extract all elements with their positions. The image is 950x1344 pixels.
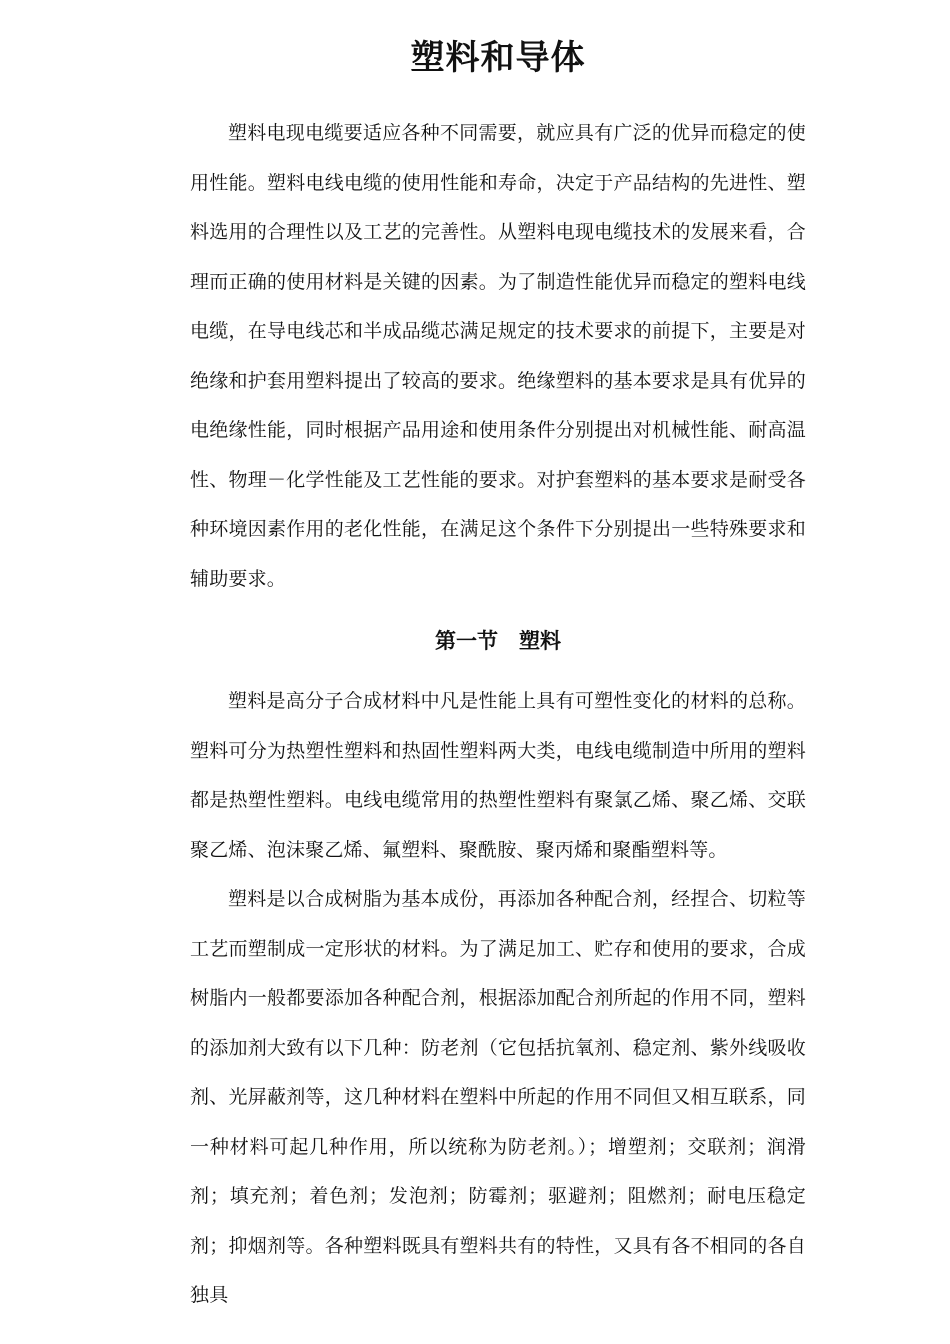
section-heading: 第一节 塑料 <box>435 629 561 653</box>
section-paragraph-2: 塑料是以合成树脂为基本成份，再添加各种配合剂，经捏合、切粒等工艺而塑制成一定形状的材料。为了满足加工、贮存和使用的要求，合成树脂内一般都要添加各种配合剂，根据添加配合剂所起的作用不同，塑料的添加剂大致有以下几种：防老剂（它包括抗氧剂、稳定剂、紫外线吸收剂、光屏蔽剂等，这几种材料在塑料中所起的作用不同但又相互联系，同一种材料可起几种作用，所以统称为防老剂。）；增塑剂；交联剂；润滑剂；填充剂；着色剂；发泡剂；防霉剂；驱避剂；阻燃剂；耐电压稳定剂；抑烟剂等。各种塑料既具有塑料共有的特性，又具有各不相同的各自独具 <box>190 888 806 1306</box>
intro-paragraph: 塑料电现电缆要适应各种不同需要，就应具有广泛的优异而稳定的使用性能。塑料电线电缆的使用性能和寿命，决定于产品结构的先进性、塑料选用的合理性以及工艺的完善性。从塑料电现电缆技术的发展来看，合理而正确的使用材料是关键的因素。为了制造性能优异而稳定的塑料电线电缆，在导电线芯和半成品缆芯满足规定的技术要求的前提下，主要是对绝缘和护套用塑料提出了较高的要求。绝缘塑料的基本要求是具有优异的电绝缘性能，同时根据产品用途和使用条件分别提出对机械性能、耐高温性、物理－化学性能及工艺性能的要求。对护套塑料的基本要求是耐受各种环境因素作用的老化性能，在满足这个条件下分别提出一些特殊要求和辅助要求。 <box>190 122 806 590</box>
document-page <box>190 30 806 1321</box>
section-paragraph-1: 塑料是高分子合成材料中凡是性能上具有可塑性变化的材料的总称。塑料可分为热塑性塑料和热固性塑料两大类，电线电缆制造中所用的塑料都是热塑性塑料。电线电缆常用的热塑性塑料有聚氯乙烯、聚乙烯、交联聚乙烯、泡沫聚乙烯、氟塑料、聚酰胺、聚丙烯和聚酯塑料等。 <box>190 690 806 861</box>
document-title: 塑料和导体 <box>410 38 586 78</box>
